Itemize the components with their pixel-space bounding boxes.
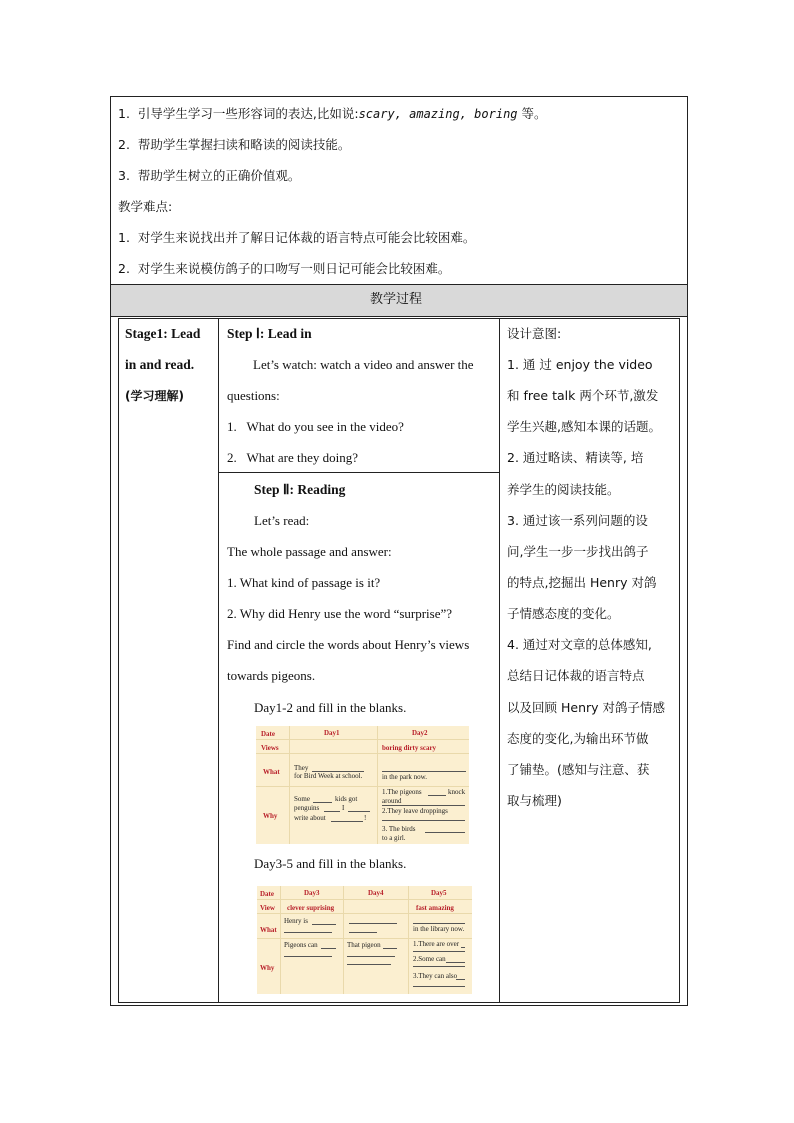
t2-why-day5c: 3.They can also [413, 972, 458, 980]
col-divider [218, 318, 219, 1002]
design-line: 总结日记体裁的语言特点 [507, 668, 645, 683]
step2-find-cont: towards pigeons. [227, 668, 316, 683]
col-divider [499, 318, 500, 1002]
design-line: 态度的变化,为输出环节做 [507, 731, 649, 746]
step2-question-2: 2. Why did Henry use the word “surprise”? [227, 606, 453, 621]
difficulty-1: 1. 对学生来说找出并了解日记体裁的语言特点可能会比较困难。 [118, 230, 476, 245]
t2-what-day3: Henry is [284, 917, 308, 925]
t1-what-day1b: for Bird Week at school. [294, 772, 363, 780]
table-border-top [110, 96, 688, 97]
t1-what: What [263, 768, 280, 776]
t2-view: View [260, 904, 275, 912]
design-line: 子情感态度的变化。 [507, 606, 620, 621]
t2-day4: Day4 [368, 889, 384, 897]
t2-why: Why [260, 964, 275, 972]
t1-why-day2d: 2.They leave droppings [382, 807, 448, 815]
t2-why-day4: That pigeon [347, 941, 381, 949]
row-divider [110, 284, 688, 285]
table-border-left [110, 96, 111, 1006]
objective-1: 1. 引导学生学习一些形容词的表达,比如说:scary, amazing, boring 等。 [118, 106, 547, 121]
design-line: 以及回顾 Henry 对鸽子情感 [507, 700, 665, 715]
t2-date: Date [260, 890, 274, 898]
design-line: 和 free talk 两个环节,激发 [507, 388, 659, 403]
step2-day35-label: Day3-5 and fill in the blanks. [254, 856, 407, 871]
table-border-right [687, 96, 688, 1006]
stage-line-3: (学习理解) [125, 389, 184, 403]
t2-why-day3: Pigeons can [284, 941, 318, 949]
row-divider [110, 316, 688, 317]
difficulty-2: 2. 对学生来说模仿鸽子的口吻写一则日记可能会比较困难。 [118, 261, 451, 276]
design-line: 2. 通过略读、精读等, 培 [507, 450, 644, 465]
t1-why-day2c: around [382, 797, 402, 805]
t2-why-day5a: 1.There are over [413, 940, 460, 948]
step1-question-1: 1. What do you see in the video? [227, 419, 404, 434]
step2-day12-label: Day1-2 and fill in the blanks. [254, 700, 407, 715]
day3-5-table [257, 886, 472, 994]
t1-why: Why [263, 812, 278, 820]
t1-date: Date [261, 730, 275, 738]
design-line: 3. 通过该一系列问题的设 [507, 513, 648, 528]
design-line: 的特点,挖掘出 Henry 对鸽 [507, 575, 657, 590]
design-line: 问,学生一步一步找出鸽子 [507, 544, 649, 559]
t2-view-day3: clever suprising [287, 904, 335, 912]
t2-what-day5: in the library now. [413, 925, 465, 933]
step1-question-2: 2. What are they doing? [227, 450, 359, 465]
step2-title: Step Ⅱ: Reading [254, 482, 346, 497]
inner-table-top [118, 318, 680, 319]
inner-table-bottom [118, 1002, 680, 1003]
t2-why-day5b: 2.Some can [413, 955, 446, 963]
design-line: 1. 通 过 enjoy the video [507, 357, 653, 372]
t1-what-day2: in the park now. [382, 773, 428, 781]
t2-view-day5: fast amazing [416, 904, 454, 912]
difficulty-heading: 教学难点: [118, 199, 173, 214]
step2-question-1: 1. What kind of passage is it? [227, 575, 381, 590]
design-line: 养学生的阅读技能。 [507, 482, 620, 497]
design-heading: 设计意图: [507, 326, 562, 341]
t1-day1: Day1 [324, 729, 340, 737]
design-line: 学生兴趣,感知本课的话题。 [507, 419, 661, 434]
process-header: 教学过程 [370, 292, 423, 307]
step2-lets-read: Let’s read: [254, 513, 310, 528]
t1-why-day2f: to a girl. [382, 834, 406, 842]
t1-why-day1d: write about [294, 814, 326, 822]
design-line: 了铺垫。(感知与注意、获 [507, 762, 650, 777]
step1-intro-cont: questions: [227, 388, 280, 403]
design-line: 取与梳理) [507, 793, 562, 808]
t2-day5: Day5 [431, 889, 447, 897]
t1-why-day1b: kids got [335, 795, 358, 803]
table-border-bottom [110, 1005, 688, 1006]
day1-2-table: Date Day1 Day2 Views boring dirty scary What They for Bird Week at school. in the park now. Why Some kids got penguins I write about ! 1.The pigeons knock around 2.They leave droppings 3. The birds to a girl. [256, 726, 469, 844]
step1-title: Step Ⅰ: Lead in [227, 326, 312, 341]
stage-line-2: in and read. [125, 357, 195, 372]
t1-why-day2a: 1.The pigeons [382, 788, 422, 796]
t1-views: Views [261, 744, 279, 752]
t1-day2: Day2 [412, 729, 428, 737]
objective-3: 3. 帮助学生树立的正确价值观。 [118, 168, 301, 183]
t1-why-day2e: 3. The birds [382, 825, 416, 833]
step-divider [218, 472, 500, 473]
step2-whole: The whole passage and answer: [227, 544, 392, 559]
step2-find: Find and circle the words about Henry’s views [227, 637, 470, 652]
inner-table-left [118, 318, 119, 1002]
inner-table-right [679, 318, 680, 1002]
t1-why-day1a: Some [294, 795, 310, 803]
t1-why-day1c: penguins [294, 804, 320, 812]
stage-line-1: Stage1: Lead [125, 326, 201, 341]
t2-what: What [260, 926, 277, 934]
t1-views-day2: boring dirty scary [382, 744, 437, 752]
design-line: 4. 通过对文章的总体感知, [507, 637, 652, 652]
objective-2: 2. 帮助学生掌握扫读和略读的阅读技能。 [118, 137, 351, 152]
t1-what-day1a: They [294, 764, 309, 772]
t1-why-day2b: knock [448, 788, 466, 796]
t2-day3: Day3 [304, 889, 320, 897]
step1-intro: Let’s watch: watch a video and answer the [253, 357, 474, 372]
